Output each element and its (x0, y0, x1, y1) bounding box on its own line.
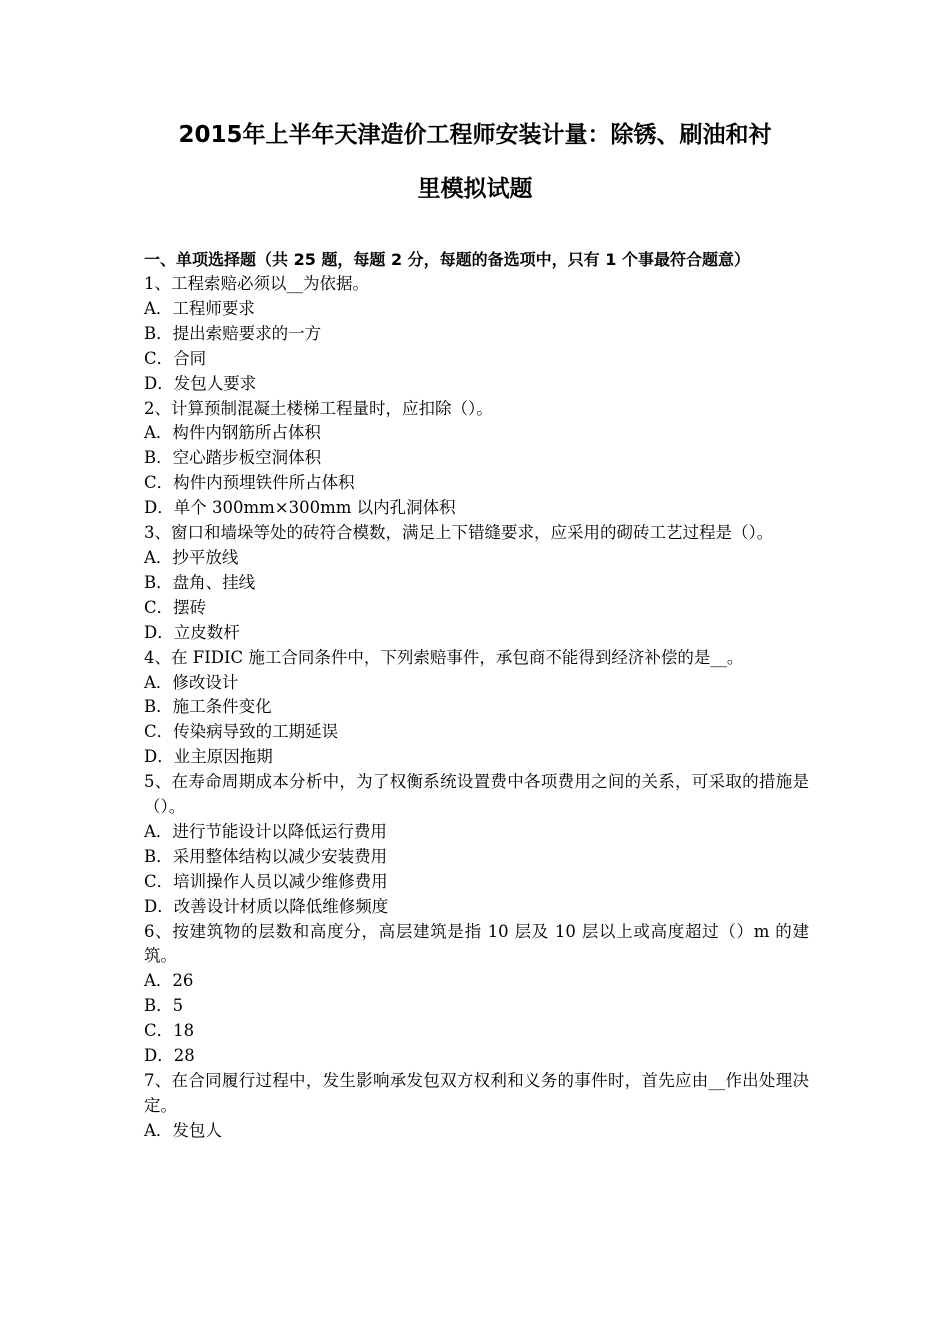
question-stem: 3、窗口和墙垛等处的砖符合模数，满足上下错缝要求，应采用的砌砖工艺过程是（）。 (144, 523, 774, 543)
question-stem: 2、计算预制混凝土楼梯工程量时，应扣除（）。 (144, 398, 493, 418)
document-title-line-1: 2015年上半年天津造价工程师安装计量：除锈、刷油和衬 (178, 122, 772, 148)
option-b: B．5 (144, 996, 184, 1016)
option-b: B．采用整体结构以减少安装费用 (144, 846, 388, 866)
option-d: D．28 (144, 1046, 195, 1066)
document-title-line-2: 里模拟试题 (417, 176, 533, 202)
question-7 (144, 1069, 809, 1144)
question-stem: 4、在 FIDIC 施工合同条件中，下列索赔事件，承包商不能得到经济补偿的是__。 (144, 647, 744, 667)
option-c: C．传染病导致的工期延误 (144, 722, 339, 742)
option-d: D．单个 300mm×300mm 以内孔洞体积 (144, 498, 456, 518)
option-d: D．立皮数杆 (144, 622, 240, 642)
option-b: B．盘角、挂线 (144, 572, 256, 592)
question-stem: 6、按建筑物的层数和高度分，高层建筑是指 10 层及 10 层以上或高度超过（）m 的建筑。 (144, 921, 809, 966)
option-a: A．进行节能设计以降低运行费用 (144, 821, 387, 841)
question-1 (144, 272, 809, 397)
question-4 (144, 646, 809, 771)
option-c: C．构件内预埋铁件所占体积 (144, 473, 355, 493)
option-b: B．施工条件变化 (144, 697, 272, 717)
option-c: C．18 (144, 1021, 195, 1041)
option-a: A．构件内钢筋所占体积 (144, 423, 321, 443)
option-a: A．发包人 (144, 1120, 222, 1140)
option-b: B．提出索赔要求的一方 (144, 323, 322, 343)
question-3 (144, 521, 809, 646)
section-heading: 一、单项选择题（共 25 题，每题 2 分，每题的备选项中，只有 1 个事最符合题意） (144, 250, 750, 269)
option-b: B．空心踏步板空洞体积 (144, 448, 322, 468)
document-body (144, 247, 809, 1144)
option-a: A．修改设计 (144, 672, 239, 692)
option-a: A．26 (144, 971, 194, 991)
option-c: C．培训操作人员以减少维修费用 (144, 871, 388, 891)
option-d: D．业主原因拖期 (144, 747, 273, 767)
option-c: C．合同 (144, 348, 207, 368)
option-c: C．摆砖 (144, 597, 207, 617)
question-stem: 5、在寿命周期成本分析中，为了权衡系统设置费中各项费用之间的关系，可采取的措施是（）。 (144, 772, 809, 817)
question-2 (144, 397, 809, 522)
question-stem: 1、工程索赔必须以__为依据。 (144, 274, 369, 293)
option-a: A．工程师要求 (144, 298, 255, 318)
question-stem: 7、在合同履行过程中，发生影响承发包双方权利和义务的事件时，首先应由__作出处理决定。 (144, 1071, 809, 1115)
option-d: D．发包人要求 (144, 373, 257, 393)
question-5 (144, 770, 809, 919)
option-a: A．抄平放线 (144, 547, 239, 567)
option-d: D．改善设计材质以降低维修频度 (144, 896, 389, 916)
question-6 (144, 920, 809, 1069)
